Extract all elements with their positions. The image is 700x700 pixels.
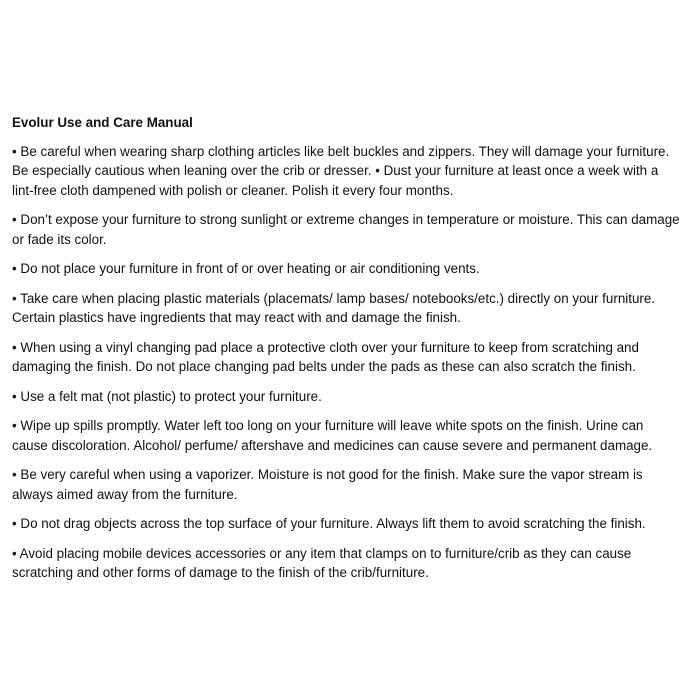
paragraph-dragging: • Do not drag objects across the top surface of your furniture. Always lift them to avoid scratching the finish. xyxy=(12,516,646,531)
document-title: Evolur Use and Care Manual xyxy=(12,115,193,130)
paragraph-changing-pad: • When using a vinyl changing pad place a protective cloth over your furniture to keep from scratching and damaging the finish. Do not place changing pad belts under the pads as these can also scratch the finish. xyxy=(12,339,639,374)
paragraph-sunlight: • Don’t expose your furniture to strong sunlight or extreme changes in temperature or moisture. This can damage or fade its color. xyxy=(12,212,680,247)
paragraph-felt-mat: • Use a felt mat (not plastic) to protect your furniture. xyxy=(12,388,322,404)
paragraph-clothing-and-dusting: • Be careful when wearing sharp clothing articles like belt buckles and zippers. They will damage your furniture. Be especially cautious when leaning over the crib or dresser. • Dust your furniture at least once a week with a lint-free cloth dampened with polish or cleaner. Polish it every four months. xyxy=(12,143,670,198)
paragraph-vaporizer: • Be very careful when using a vaporizer. Moisture is not good for the finish. Make sure the vapor stream is always aimed away from the furniture. xyxy=(12,467,643,502)
paragraph-clamps: • Avoid placing mobile devices accessories or any item that clamps on to furniture/crib as they can cause scratching and other forms of damage to the finish of the crib/furniture. xyxy=(12,545,632,580)
paragraph-plastics: • Take care when placing plastic materials (placemats/ lamp bases/ notebooks/etc.) directly on your furniture. Certain plastics have ingredients that may react with and damage the finish. xyxy=(12,290,656,325)
paragraph-spills: • Wipe up spills promptly. Water left too long on your furniture will leave white spots on the finish. Urine can cause discoloration. Alcohol/ perfume/ aftershave and medicines can cause severe and permanent damage. xyxy=(12,418,653,453)
care-manual-document xyxy=(12,113,682,593)
paragraph-vents: • Do not place your furniture in front of or over heating or air conditioning vents. xyxy=(12,261,480,276)
